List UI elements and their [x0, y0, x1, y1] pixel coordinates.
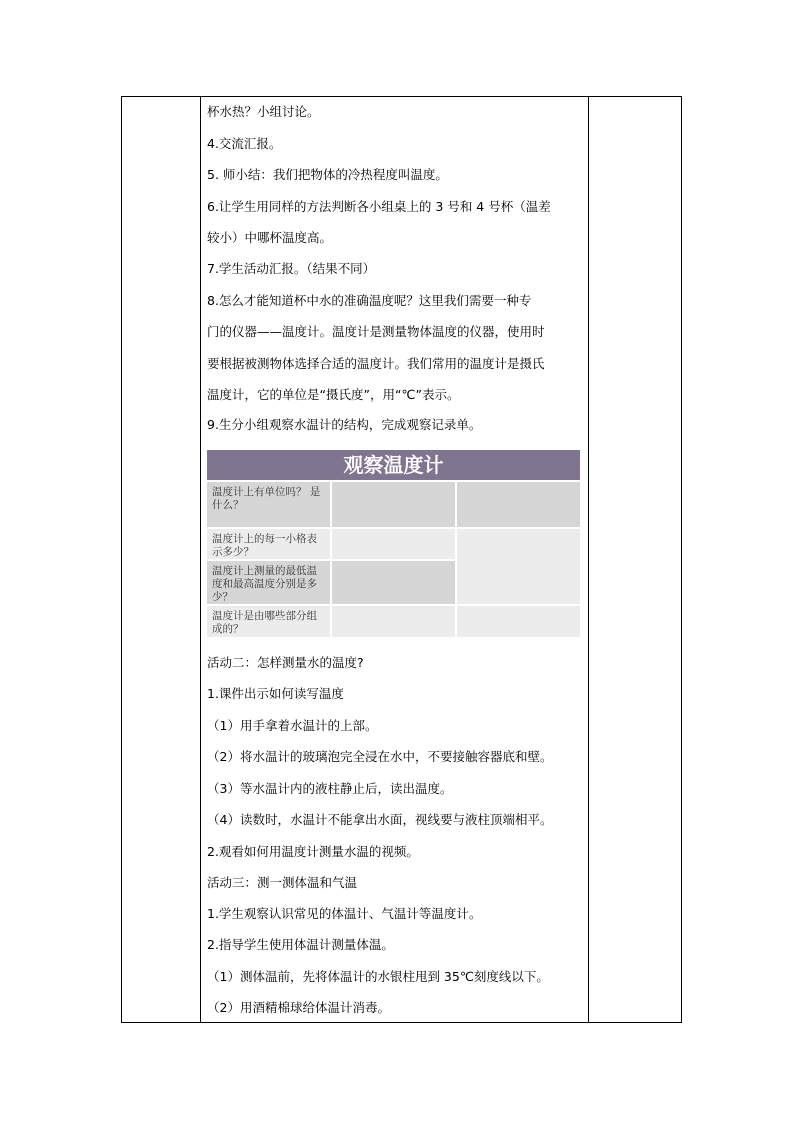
- text-line: （2）用酒精棉球给体温计消毒。: [207, 1000, 390, 1015]
- column-divider-left: [200, 96, 201, 1023]
- text-line: 活动二：怎样测量水的温度?: [207, 655, 364, 670]
- text-line: 杯水热？小组讨论。: [207, 104, 320, 119]
- text-line: 较小）中哪杯温度高。: [207, 230, 333, 245]
- text-line: 7.学生活动汇报。（结果不同）: [207, 261, 376, 276]
- text-line: 1.学生观察认识常见的体温计、气温计等温度计。: [207, 906, 482, 921]
- observation-row-label: 温度计上的每一小格表示多少？: [207, 529, 330, 559]
- text-line: （2）将水温计的玻璃泡完全浸在水中，不要接触容器底和壁。: [207, 749, 553, 764]
- observation-row-label: 温度计上测量的最低温度和最高温度分别是多少？: [207, 561, 330, 604]
- text-line: （3）等水温计内的液柱静止后，读出温度。: [207, 781, 453, 796]
- text-line: 要根据被测物体选择合适的温度计。我们常用的温度计是摄氏: [207, 356, 545, 371]
- observation-answer-cell: [332, 606, 455, 637]
- text-line: 5. 师小结：我们把物体的冷热程度叫温度。: [207, 167, 448, 182]
- observation-table-title: 观察温度计: [207, 450, 580, 480]
- text-line: （1）测体温前，先将体温计的水银柱甩到 35℃刻度线以下。: [207, 969, 549, 984]
- text-line: 2.指导学生使用体温计测量体温。: [207, 937, 394, 952]
- text-line: 8.怎么才能知道杯中水的准确温度呢？这里我们需要一种专: [207, 293, 532, 308]
- text-line: 2.观看如何用温度计测量水温的视频。: [207, 844, 419, 859]
- text-line: 温度计，它的单位是“摄氏度”，用“℃”表示。: [207, 387, 460, 402]
- observation-answer-cell: [332, 561, 455, 604]
- observation-answer-cell: [457, 606, 580, 637]
- observation-row-label: 温度计上有单位吗？ 是什么？: [207, 482, 330, 527]
- observation-answer-cell: [332, 529, 455, 559]
- text-line: 9.生分小组观察水温计的结构，完成观察记录单。: [207, 417, 482, 432]
- text-line: 活动三：测一测体温和气温: [207, 875, 358, 890]
- observation-answer-cell: [457, 482, 580, 527]
- text-line: 门的仪器——温度计。温度计是测量物体温度的仪器，使用时: [207, 324, 545, 339]
- text-line: 6.让学生用同样的方法判断各小组桌上的 3 号和 4 号杯（温差: [207, 199, 551, 214]
- observation-answer-cell: [457, 529, 580, 604]
- text-line: （1）用手拿着水温计的上部。: [207, 718, 378, 733]
- text-line: 4.交流汇报。: [207, 136, 282, 151]
- observation-answer-cell: [332, 482, 455, 527]
- text-line: （4）读数时，水温计不能拿出水面，视线要与液柱顶端相平。: [207, 812, 553, 827]
- observation-row-label: 温度计是由哪些部分组成的？: [207, 606, 330, 637]
- column-divider-right: [588, 96, 589, 1023]
- observation-table: [207, 450, 580, 637]
- text-line: 1.课件出示如何读写温度: [207, 686, 344, 701]
